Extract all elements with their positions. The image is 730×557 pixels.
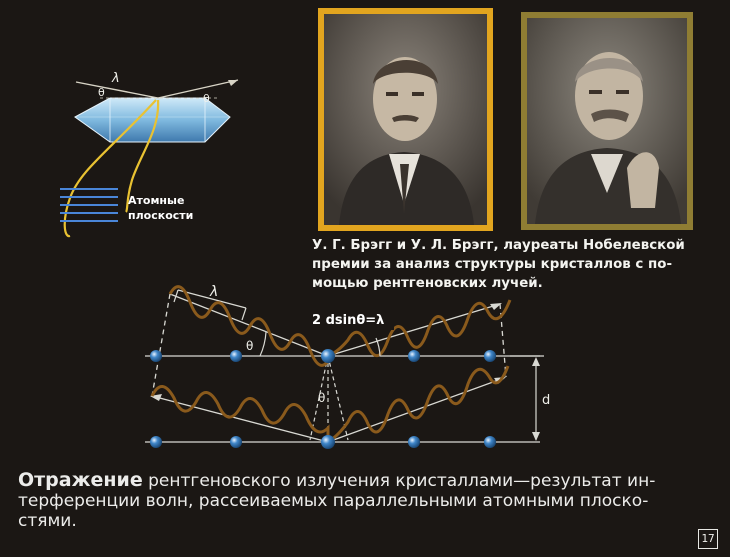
portrait-right xyxy=(521,12,693,230)
bottom-line-1 xyxy=(18,470,708,491)
caption-line: У. Г. Брэгг и У. Л. Брэгг, лауреаты Нобелевской xyxy=(312,238,685,253)
bragg-diagram xyxy=(140,280,700,460)
atomic-planes-label-1: Атомные xyxy=(128,194,185,207)
atomic-planes-label-2: плоскости xyxy=(128,209,194,222)
bragg-spacing-label: d xyxy=(542,393,551,408)
atomic-planes xyxy=(60,188,118,222)
bottom-line-3: стями. xyxy=(18,511,77,531)
bragg-wavelength-label: λ xyxy=(210,284,219,300)
crystal-wavelength-label: λ xyxy=(112,71,120,86)
bragg-formula: 2 dsinθ=λ xyxy=(312,313,385,328)
ray-lower-reflected xyxy=(328,378,504,442)
bottom-paragraph xyxy=(18,470,708,531)
caption-line: мощью рентгеновских лучей. xyxy=(312,276,543,291)
bragg-theta-upper: θ xyxy=(246,339,254,353)
crystal-theta-right: θ xyxy=(203,92,210,105)
wave-lower xyxy=(152,366,508,442)
bottom-line-1-rest: рентгеновского излучения кристаллами—результат ин- xyxy=(142,471,656,491)
reflected-beam xyxy=(158,80,238,98)
crystal-diagram xyxy=(40,60,280,310)
portrait-left xyxy=(318,8,493,231)
slide-number: 17 xyxy=(698,529,718,549)
ray-lower-incident xyxy=(152,396,328,442)
portrait-photo-right xyxy=(527,18,687,224)
bottom-lead-word: Отражение xyxy=(18,469,143,491)
bragg-theta-lower: θ xyxy=(318,391,326,405)
bottom-line-2: терференции волн, рассеиваемых параллельными атомными плоско- xyxy=(18,491,649,511)
portrait-photo-left xyxy=(324,14,487,225)
caption-line: премии за анализ структуры кристаллов с по- xyxy=(312,257,673,272)
crystal-theta-left: θ xyxy=(98,86,105,99)
